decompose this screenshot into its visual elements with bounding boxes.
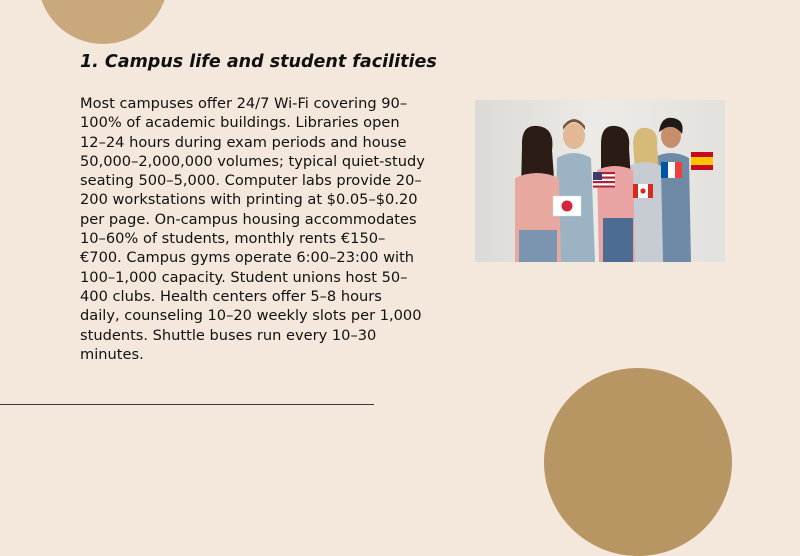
decorative-circle-top [38, 0, 168, 44]
flag-spain-icon [691, 152, 713, 170]
section-body-text: Most campuses offer 24/7 Wi-Fi covering 90–100% of academic buildings. Libraries open 12–24 hours during exam periods and house 50,000–2,000,000 volumes; typical quiet-study seating 500–5,000. Computer labs provide 20–200 workstations with printing at $0.05–$0.20 per page. On-campus housing accommodates 10–60% of students, monthly rents €150–€700. Campus gyms operate 6:00–23:00 with 100–1,000 capacity. Student unions host 50–400 clubs. Health centers offer 5–8 hours daily, counseling 10–20 weekly slots per 1,000 students. Shuttle buses run every 10–30 minutes. [80, 95, 425, 363]
divider-line [0, 404, 374, 405]
flag-canada-icon [633, 184, 653, 198]
flag-france-icon [661, 162, 682, 178]
flag-japan-icon [553, 196, 581, 216]
section-title: 1. Campus life and student facilities [80, 52, 437, 72]
students-with-flags-photo [475, 100, 725, 262]
decorative-circle-bottom [544, 368, 732, 556]
flag-usa-icon [593, 172, 615, 188]
